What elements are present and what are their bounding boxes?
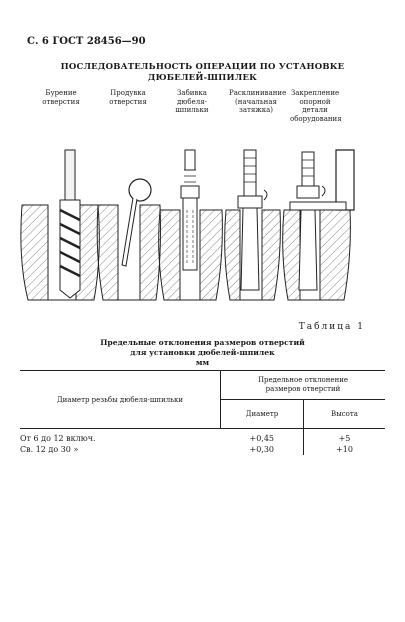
blowing-figure: [97, 179, 160, 300]
header-deviation-line2: размеров отверстий: [265, 385, 341, 393]
header-diameter: Диаметр: [221, 400, 304, 429]
row-range: От 6 до 12 включ.: [20, 434, 96, 443]
header-deviation-group: [221, 371, 386, 400]
row-diameter: +0,45: [221, 429, 304, 445]
table-row: [20, 444, 385, 455]
table-number: Таблица 1: [298, 322, 365, 332]
header-height: Высота: [304, 400, 386, 429]
step-label-wedging: Расклинивание (начальная затяжка): [229, 89, 287, 115]
figure-title-line1: ПОСЛЕДОВАТЕЛЬНОСТЬ ОПЕРАЦИИ ПО УСТАНОВКЕ: [60, 62, 345, 72]
step-label-driving: Забивка дюбеля-шпильки: [175, 89, 209, 115]
header-thread-diameter: Диаметр резьбы дюбеля-шпильки: [20, 371, 221, 429]
fixing-figure: [283, 150, 354, 300]
header-deviation-line1: Предельное отклонение: [257, 376, 349, 384]
row-range: Св. 12 до 30 »: [20, 445, 79, 454]
wedging-figure: [225, 150, 281, 300]
page-header: С. 6 ГОСТ 28456—90: [27, 36, 146, 47]
table-title-line2: для установки дюбелей-шпилек: [130, 348, 275, 357]
table-row: [20, 429, 385, 445]
deviation-table: [20, 370, 385, 455]
row-height: +10: [336, 445, 353, 454]
row-height: +5: [338, 434, 351, 443]
table-title-line1: Предельные отклонения размеров отверстий: [100, 338, 305, 347]
step-label-fixing: Закрепление опорной детали оборудования: [290, 89, 342, 123]
figure-title-line2: ДЮБЕЛЕЙ-ШПИЛЕК: [147, 73, 258, 83]
row-diameter: +0,30: [221, 444, 304, 455]
table-unit: мм: [195, 358, 210, 367]
drilling-figure: [21, 150, 99, 300]
step-label-drilling: Бурение отверстия: [42, 89, 80, 106]
driving-figure: [159, 150, 223, 300]
step-label-blowing: Продувка отверстия: [109, 89, 147, 106]
